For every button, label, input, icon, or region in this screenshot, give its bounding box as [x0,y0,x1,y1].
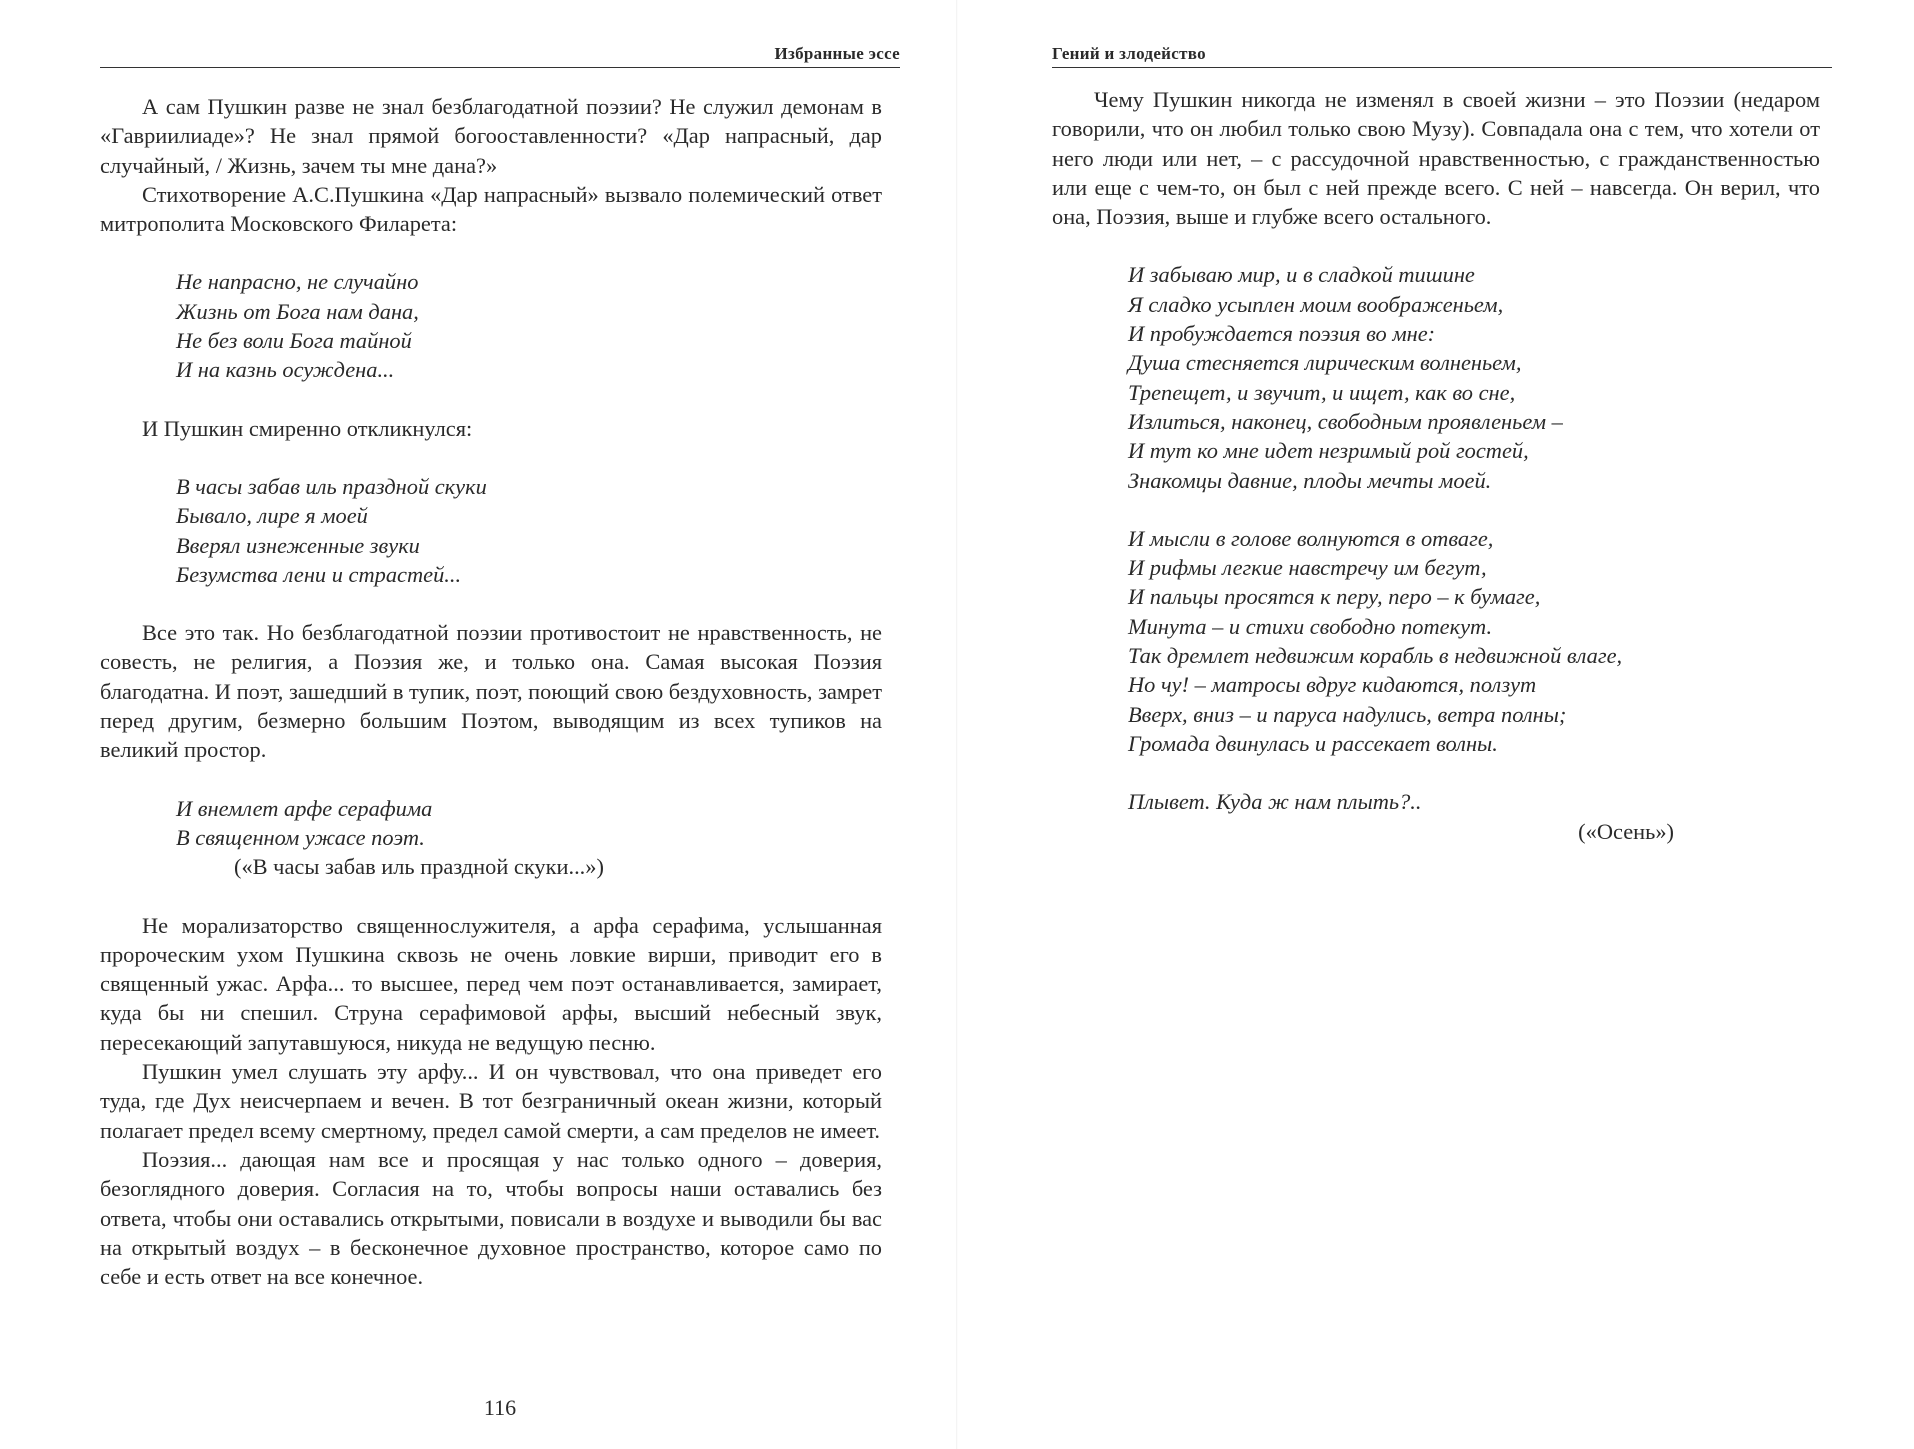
right-page [1052,0,1832,1449]
verse-line: Бывало, лире я моей [176,503,368,529]
paragraph: Чему Пушкин никогда не изменял в своей жизни – это Поэзии (недаром говорили, что он любил только свою Музу). Совпадала она с тем, что хотели от него люди или нет, – с рассудочной нравственностью, с гражданственностью или еще с чем-то, он был с ней прежде всего. С ней – навсегда. Он верил, что она, Поэзия, выше и глубже всего остального. [1052,87,1820,230]
verse-filaret [176,267,882,384]
running-head-right: Гений и злодейство [1052,44,1206,63]
verse-line: И мысли в голове волнуются в отваге, [1128,525,1494,551]
verse-line: Не напрасно, не случайно [176,269,419,295]
verse-line: И внемлет арфе серафима [176,795,433,821]
verse-line: Так дремлет недвижим корабль в недвижной влаге, [1128,643,1623,669]
verse-line: Душа стесняется лирическим волненьем, [1128,350,1522,376]
verse-line: Плывет. Куда ж нам плыть?.. [1128,789,1422,815]
verse-line: Безумства лени и страстей... [176,561,462,587]
verse-pushkin-reply [176,472,882,589]
verse-line: Я сладко усыплен моим воображеньем, [1128,291,1504,317]
verse-line: И пальцы просятся к перу, перо – к бумаге, [1128,584,1541,610]
verse-line: В священном ужасе поэт. [176,824,425,850]
verse-osen-stanza-2 [1128,524,1820,758]
left-page [100,0,900,1449]
paragraph: Не морализаторство священнослужителя, а арфа серафима, услышанная пророческим ухом Пушкина сквозь не очень ловкие вирши, приводит его в священный ужас. Арфа... то высшее, перед чем поэт останавливается, замирает, куда бы ни спешил. Струна серафимовой арфы, высший небесный звук, пересекающий запутавшуюся, никуда не ведущую песню. [100,912,882,1055]
paragraph: И Пушкин смиренно откликнулся: [142,415,473,441]
page-number: 116 [483,1395,517,1420]
verse-line: И пробуждается поэзия во мне: [1128,321,1436,347]
running-head-left: Избранные эссе [774,44,900,63]
verse-line: И рифмы легкие навстречу им бегут, [1128,555,1487,581]
verse-line: Вверял изнеженные звуки [176,532,420,558]
verse-line: Минута – и стихи свободно потекут. [1128,613,1493,639]
verse-osen-stanza-1 [1128,260,1820,494]
header-rule-right [1052,67,1832,68]
header-rule-left [100,67,900,68]
verse-line: Трепещет, и звучит, и ищет, как во сне, [1128,379,1516,405]
paragraph: А сам Пушкин разве не знал безблагодатной поэзии? Не служил демонам в «Гавриилиаде»? Не знал прямой богооставленности? «Дар напрасный, дар случайный, / Жизнь, зачем ты мне дана?» [100,94,882,178]
verse-line: Громада двинулась и рассекает волны. [1128,730,1498,756]
verse-line: Знакомцы давние, плоды мечты моей. [1128,467,1492,493]
paragraph: Стихотворение А.С.Пушкина «Дар напрасный» вызвало полемический ответ митрополита Московского Филарета: [100,181,882,237]
verse-source: («Осень») [1578,818,1674,844]
paragraph: Пушкин умел слушать эту арфу... И он чувствовал, что она приведет его туда, где Дух неисчерпаем и вечен. В тот безграничный океан жизни, который полагает предел всему смертному, предел самой смерти, а сам пределов не имеет. [100,1059,882,1143]
paragraph: Поэзия... дающая нам все и просящая у нас только одного – доверия, безоглядного доверия. Согласия на то, чтобы вопросы наши оставались без ответа, чтобы они оставались открытыми, повисали в воздухе и выводили бы вас на открытый воздух – в бесконечное духовное пространство, которое само по себе и есть ответ на все конечное. [100,1146,882,1290]
verse-line: И забываю мир, и в сладкой тишине [1128,262,1475,288]
verse-line: В часы забав иль праздной скуки [176,473,487,499]
left-page-text [100,92,882,1291]
verse-line: Жизнь от Бога нам дана, [176,298,419,324]
paragraph: Все это так. Но безблагодатной поэзии противостоит не нравственность, не совесть, не религия, а Поэзия же, и только она. Самая высокая Поэзия благодатна. И поэт, зашедший в тупик, поэт, поющий свою бездуховность, замрет перед другим, безмерно большим Поэтом, выводящим из всех тупиков на великий простор. [100,620,882,763]
verse-line: Но чу! – матросы вдруг кидаются, ползут [1128,672,1537,698]
verse-osen-stanza-3 [1128,787,1820,816]
verse-source: («В часы забав иль праздной скуки...») [234,854,604,880]
verse-line: Вверх, вниз – и паруса надулись, ветра полны; [1128,701,1567,727]
book-gutter [956,0,958,1449]
verse-line: Не без воли Бога тайной [176,328,412,354]
verse-line: И тут ко мне идет незримый рой гостей, [1128,438,1529,464]
right-page-text [1052,85,1820,846]
verse-line: Излиться, наконец, свободным проявленьем – [1128,408,1563,434]
verse-line: И на казнь осуждена... [176,357,395,383]
verse-seraphim [176,794,882,853]
